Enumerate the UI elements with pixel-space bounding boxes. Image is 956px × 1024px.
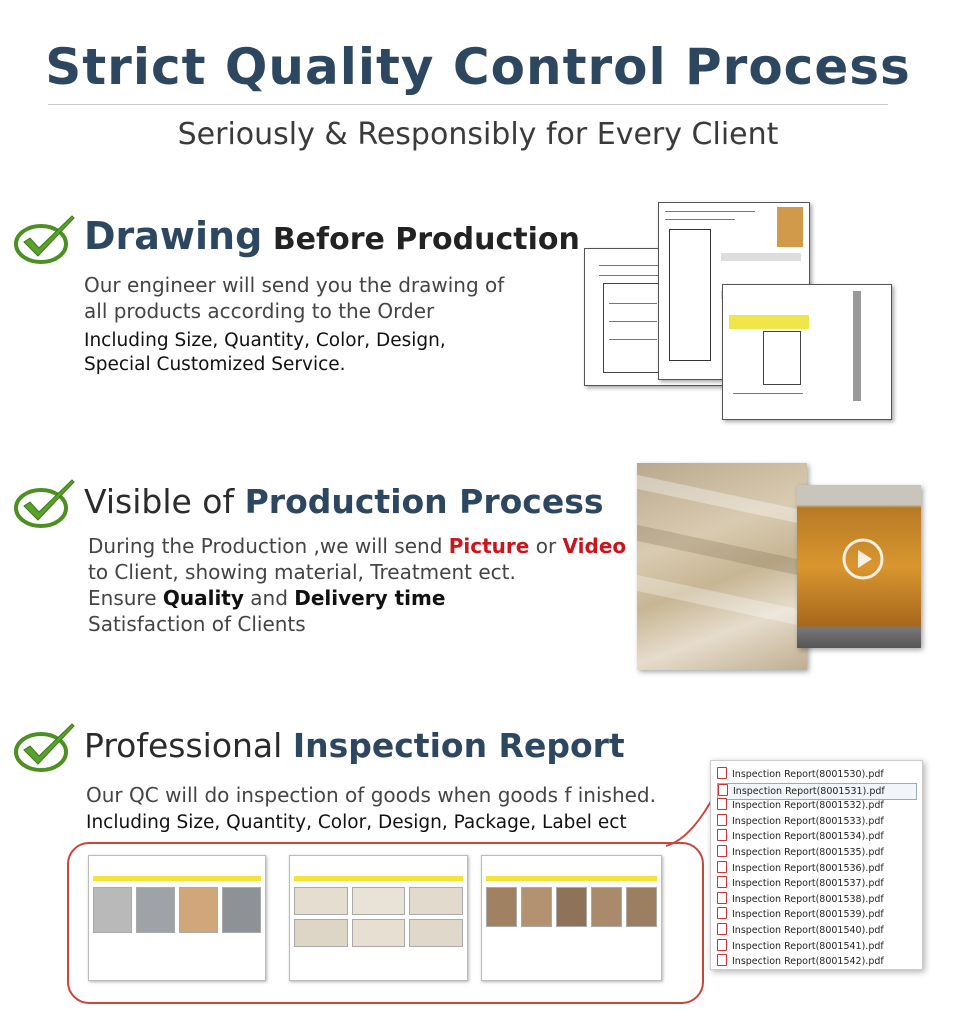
drawing-sheet	[722, 284, 892, 420]
file-list-item[interactable]	[717, 954, 917, 969]
file-name: Inspection Report(8001538).pdf	[732, 893, 884, 905]
section-inspection-heading	[84, 726, 625, 765]
file-list-item[interactable]	[717, 923, 917, 938]
production-line1	[88, 533, 626, 559]
file-name: Inspection Report(8001536).pdf	[732, 862, 884, 874]
video-thumbnail[interactable]	[797, 485, 921, 648]
report-thumbnail[interactable]	[289, 855, 468, 981]
heading-rest: Before Production	[272, 222, 580, 257]
pdf-file-icon	[718, 784, 728, 796]
pdf-file-icon	[717, 907, 727, 919]
file-name: Inspection Report(8001531).pdf	[733, 785, 885, 797]
heading-pre: Visible of	[84, 482, 235, 521]
file-list-item[interactable]	[717, 892, 917, 907]
file-name: Inspection Report(8001537).pdf	[732, 878, 884, 890]
ensure-word: Ensure	[88, 586, 157, 610]
report-thumbnail[interactable]	[88, 855, 266, 981]
file-list-item[interactable]	[717, 907, 917, 922]
quality-word: Quality	[162, 586, 244, 610]
file-list-item[interactable]	[717, 861, 917, 876]
drawing-line2: all products according to the Order	[84, 299, 435, 323]
pdf-file-icon	[717, 861, 727, 873]
line1-text: During the Production ,we will send	[88, 534, 443, 558]
file-name: Inspection Report(8001542).pdf	[732, 956, 884, 968]
file-name: Inspection Report(8001541).pdf	[732, 940, 884, 952]
pdf-file-icon	[717, 814, 727, 826]
pdf-file-icon	[717, 876, 727, 888]
production-line3	[88, 585, 445, 611]
heading-pre: Professional	[84, 726, 283, 765]
file-name: Inspection Report(8001530).pdf	[732, 769, 884, 780]
pdf-file-icon	[717, 892, 727, 904]
drawing-line4: Special Customized Service.	[84, 354, 346, 375]
pdf-file-icon	[717, 829, 727, 841]
file-list-item[interactable]	[717, 814, 917, 829]
file-name: Inspection Report(8001532).pdf	[732, 800, 884, 812]
page-title: Strict Quality Control Process	[45, 38, 911, 96]
production-line4: Satisfaction of Clients	[88, 612, 306, 636]
picture-word: Picture	[448, 534, 530, 558]
heading-strong: Production Process	[244, 482, 604, 521]
file-list-item[interactable]	[717, 829, 917, 844]
drawing-line3: Including Size, Quantity, Color, Design,	[84, 330, 446, 351]
file-name: Inspection Report(8001533).pdf	[732, 815, 884, 827]
drawing-line1: Our engineer will send you the drawing of	[84, 273, 505, 297]
delivery-word: Delivery time	[294, 586, 446, 610]
pdf-file-icon	[717, 798, 727, 810]
and-word: and	[250, 586, 288, 610]
check-mark-icon	[14, 212, 78, 264]
file-list-item[interactable]	[717, 939, 917, 954]
production-photo	[637, 463, 807, 670]
pdf-file-icon	[717, 923, 727, 935]
production-line2: to Client, showing material, Treatment ect.	[88, 560, 516, 584]
page-subtitle: Seriously & Responsibly for Every Client	[177, 117, 779, 152]
inspection-line1: Our QC will do inspection of goods when goods f inished.	[86, 783, 656, 807]
pdf-file-icon	[717, 767, 727, 779]
inspection-line2: Including Size, Quantity, Color, Design, Package, Label ect	[86, 812, 627, 833]
file-list-item[interactable]	[717, 783, 917, 800]
section-drawing-heading	[84, 214, 580, 258]
file-name: Inspection Report(8001539).pdf	[732, 909, 884, 921]
inspection-file-list	[710, 760, 923, 970]
title-divider	[48, 104, 888, 105]
video-word: Video	[562, 534, 627, 558]
file-list-item[interactable]	[717, 876, 917, 891]
file-name: Inspection Report(8001540).pdf	[732, 925, 884, 936]
pdf-file-icon	[717, 939, 727, 951]
heading-strong: Drawing	[84, 214, 263, 258]
technical-drawings-illustration	[584, 202, 894, 420]
pdf-file-icon	[717, 954, 727, 966]
file-list-item[interactable]	[717, 798, 917, 813]
file-name: Inspection Report(8001535).pdf	[732, 847, 884, 858]
check-mark-icon	[14, 720, 78, 772]
file-list-item[interactable]	[717, 767, 917, 782]
heading-strong: Inspection Report	[292, 726, 625, 765]
section-production-heading	[84, 482, 604, 521]
pdf-file-icon	[717, 845, 727, 857]
check-mark-icon	[14, 476, 78, 528]
report-thumbnail[interactable]	[481, 855, 662, 981]
file-name: Inspection Report(8001534).pdf	[732, 831, 884, 843]
play-icon[interactable]	[841, 537, 885, 581]
or-word: or	[535, 534, 557, 558]
file-list-item[interactable]	[717, 845, 917, 860]
